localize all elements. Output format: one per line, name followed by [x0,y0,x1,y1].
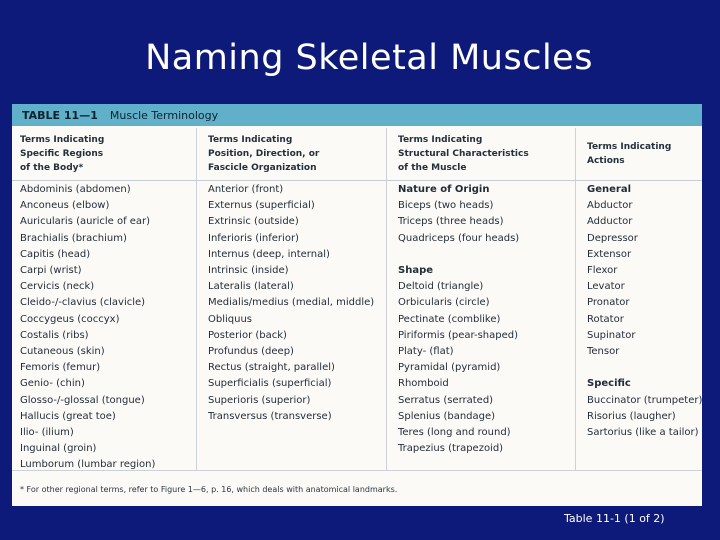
column-headers [12,128,702,181]
column-divider [386,128,387,470]
list-item: Inguinal (groin) [20,443,97,455]
list-item: Superficialis (superficial) [208,378,332,390]
list-item: Carpi (wrist) [20,265,82,277]
list-item: Cleido-/-clavius (clavicle) [20,297,146,309]
table-header-bar [12,104,702,126]
list-item: Abdominis (abdomen) [20,184,131,195]
list-item: Coccygeus (coccyx) [20,313,120,325]
list-item: Deltoid (triangle) [398,281,484,293]
list-item: Flexor [587,265,618,277]
list-item: Transversus (transverse) [208,410,332,422]
list-item: Rotator [587,313,624,325]
list-item: Costalis (ribs) [20,329,89,341]
list-item: Intrinsic (inside) [208,265,289,277]
column-header-regions: Terms Indicating Specific Regions of the Body* [20,135,105,173]
list-item: Profundus (deep) [208,346,294,358]
list-item: Orbicularis (circle) [398,297,490,309]
list-item: Externus (superficial) [208,200,315,212]
list-item: Anterior (front) [208,184,284,195]
list-item: Buccinator (trumpeter) [587,394,703,406]
list-item: Pyramidal (pyramid) [398,362,501,374]
footnote-divider [12,470,702,471]
list-item: Cervicis (neck) [20,281,95,293]
table-number: TABLE 11—1 [22,108,98,122]
list-item: Pronator [587,297,630,309]
list-item: Brachialis (brachium) [20,232,127,244]
list-item: Posterior (back) [208,329,287,341]
list-item: Splenius (bandage) [398,410,496,422]
list-item: Serratus (serrated) [398,394,494,406]
list-item: Biceps (two heads) [398,200,494,212]
list-item: Depressor [587,232,638,244]
list-item: Rectus (straight, parallel) [208,362,335,374]
shape-subheading: Shape [398,265,434,276]
list-item: Trapezius (trapezoid) [398,443,504,455]
list-item: Tensor [587,346,620,358]
list-item: Teres (long and round) [398,427,511,439]
list-item: Pectinate (comblike) [398,313,501,325]
column-divider [196,128,197,470]
list-item: Internus (deep, internal) [208,248,330,260]
list-item: Cutaneous (skin) [20,346,105,358]
list-item: Genio- (chin) [20,378,85,390]
list-item: Femoris (femur) [20,362,101,374]
list-item: Sartorius (like a tailor) [587,427,699,439]
table-title: Muscle Terminology [109,108,219,122]
list-item: Extrinsic (outside) [208,216,299,228]
slide-title: Naming Skeletal Muscles [145,38,593,78]
list-item: Extensor [587,248,632,260]
list-item: Triceps (three heads) [398,216,504,228]
list-item: Supinator [587,329,636,341]
list-item: Ilio- (ilium) [20,427,74,439]
list-item: Hallucis (great toe) [20,410,116,422]
list-item: Lateralis (lateral) [208,281,294,293]
spacer [398,247,519,263]
specific-subheading: Specific [587,378,631,390]
column-divider [575,128,576,470]
muscle-terminology-table [12,104,702,506]
position-column [208,182,374,425]
list-item: Levator [587,281,625,293]
list-item: Obliquus [208,313,253,325]
table-footnote: * For other regional terms, refer to Figure 1—6, p. 16, which deals with anatomical landmarks. [20,485,398,494]
regions-column [20,182,155,474]
list-item: Inferioris (inferior) [208,232,299,244]
list-item: Medialis/medius (medial, middle) [208,297,375,309]
list-item: Quadriceps (four heads) [398,232,520,244]
list-item: Platy- (flat) [398,346,454,358]
actions-column [587,182,702,441]
structure-column [398,182,519,457]
list-item: Piriformis (pear-shaped) [398,329,518,341]
list-item: Risorius (laugher) [587,410,676,422]
spacer [587,360,702,376]
list-item: Glosso-/-glossal (tongue) [20,394,145,406]
list-item: Abductor [587,200,633,212]
list-item: Anconeus (elbow) [20,200,110,212]
column-header-structure: Terms Indicating Structural Characteristics of the Muscle [398,135,529,173]
origin-subheading: Nature of Origin [398,184,490,195]
list-item: Superioris (superior) [208,394,311,406]
list-item: Auricularis (auricle of ear) [20,216,151,228]
list-item: Rhomboid [398,378,449,390]
column-header-position: Terms Indicating Position, Direction, or Fascicle Organization [208,135,320,173]
column-header-actions: Terms Indicating Actions [587,142,672,166]
general-subheading: General [587,184,631,195]
list-item: Adductor [587,216,633,228]
list-item: Capitis (head) [20,248,91,260]
slide-caption: Table 11-1 (1 of 2) [564,512,665,525]
list-item: Lumborum (lumbar region) [20,459,156,471]
